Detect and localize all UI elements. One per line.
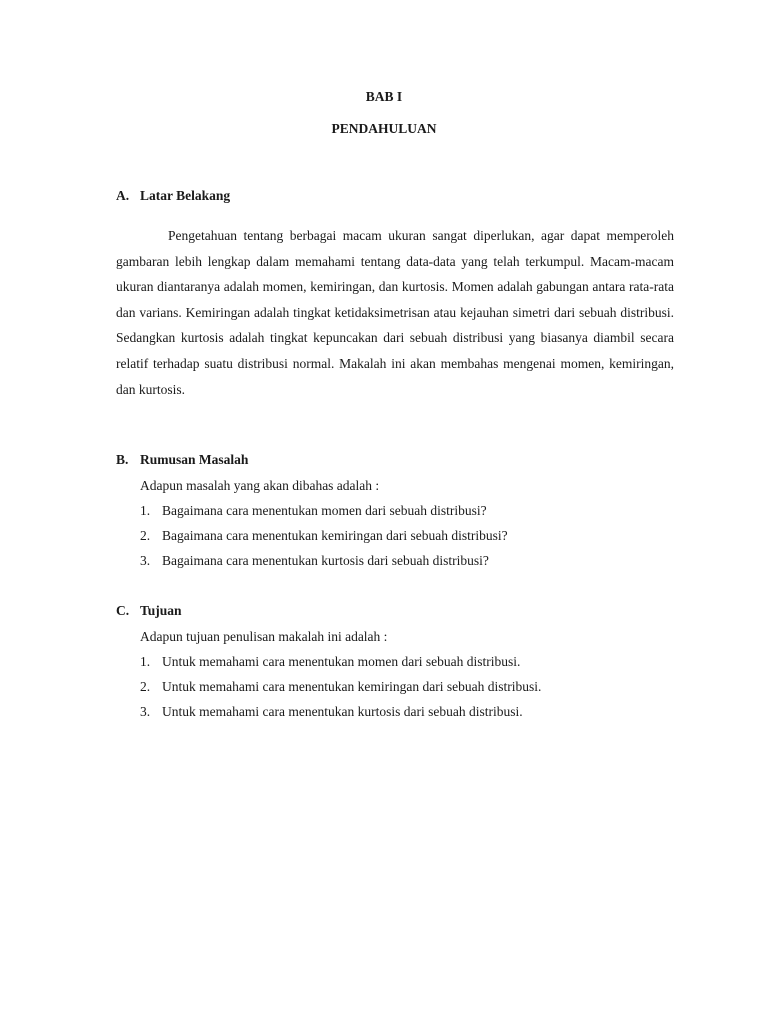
objective-intro: Adapun tujuan penulisan makalah ini adalah : [140,629,388,644]
background-paragraph: Pengetahuan tentang berbagai macam ukuran sangat diperlukan, agar dapat memperoleh gambaran lebih lengkap dalam memahami tentang data-data yang telah terkumpul. Macam-macam ukuran diantaranya adalah momen, kemiringan, dan kurtosis. Momen adalah gabungan antara rata-rata dan varians. Kemiringan adalah tingkat ketidaksimetrisan atau kejauhan simetri dari sebuah distribusi. Sedangkan kurtosis adalah tingkat kepuncakan dari sebuah distribusi yang biasanya diambil secara relatif terhadap suatu distribusi normal. Makalah ini akan membahas mengenai momen, kemiringan, dan kurtosis. [116,228,674,397]
problem-intro: Adapun masalah yang akan dibahas adalah : [140,478,380,493]
list-number: 1. [140,654,151,669]
list-text: Bagaimana cara menentukan kemiringan dari sebuah distribusi? [162,528,508,543]
section-letter: C. [116,603,130,618]
list-text: Untuk memahami cara menentukan kemiringan dari sebuah distribusi. [162,679,542,694]
list-item [140,553,489,569]
chapter-number: BAB I [365,89,403,104]
section-title: Tujuan [140,603,182,618]
list-item [140,679,541,695]
section-c-heading [116,603,182,619]
section-b-heading [116,452,248,468]
list-text: Bagaimana cara menentukan kurtosis dari sebuah distribusi? [162,553,489,568]
list-number: 2. [140,679,151,694]
list-text: Untuk memahami cara menentukan kurtosis dari sebuah distribusi. [162,704,523,719]
list-number: 3. [140,553,151,568]
list-text: Untuk memahami cara menentukan momen dari sebuah distribusi. [162,654,521,669]
list-item [140,654,520,670]
list-text: Bagaimana cara menentukan momen dari sebuah distribusi? [162,503,487,518]
section-a-heading [116,188,230,204]
list-item [140,528,508,544]
chapter-title: PENDAHULUAN [331,121,437,136]
section-letter: A. [116,188,130,203]
list-number: 1. [140,503,151,518]
list-number: 3. [140,704,151,719]
list-item [140,704,523,720]
section-letter: B. [116,452,129,467]
section-title: Latar Belakang [140,188,231,203]
list-item [140,503,487,519]
section-title: Rumusan Masalah [140,452,249,467]
list-number: 2. [140,528,151,543]
